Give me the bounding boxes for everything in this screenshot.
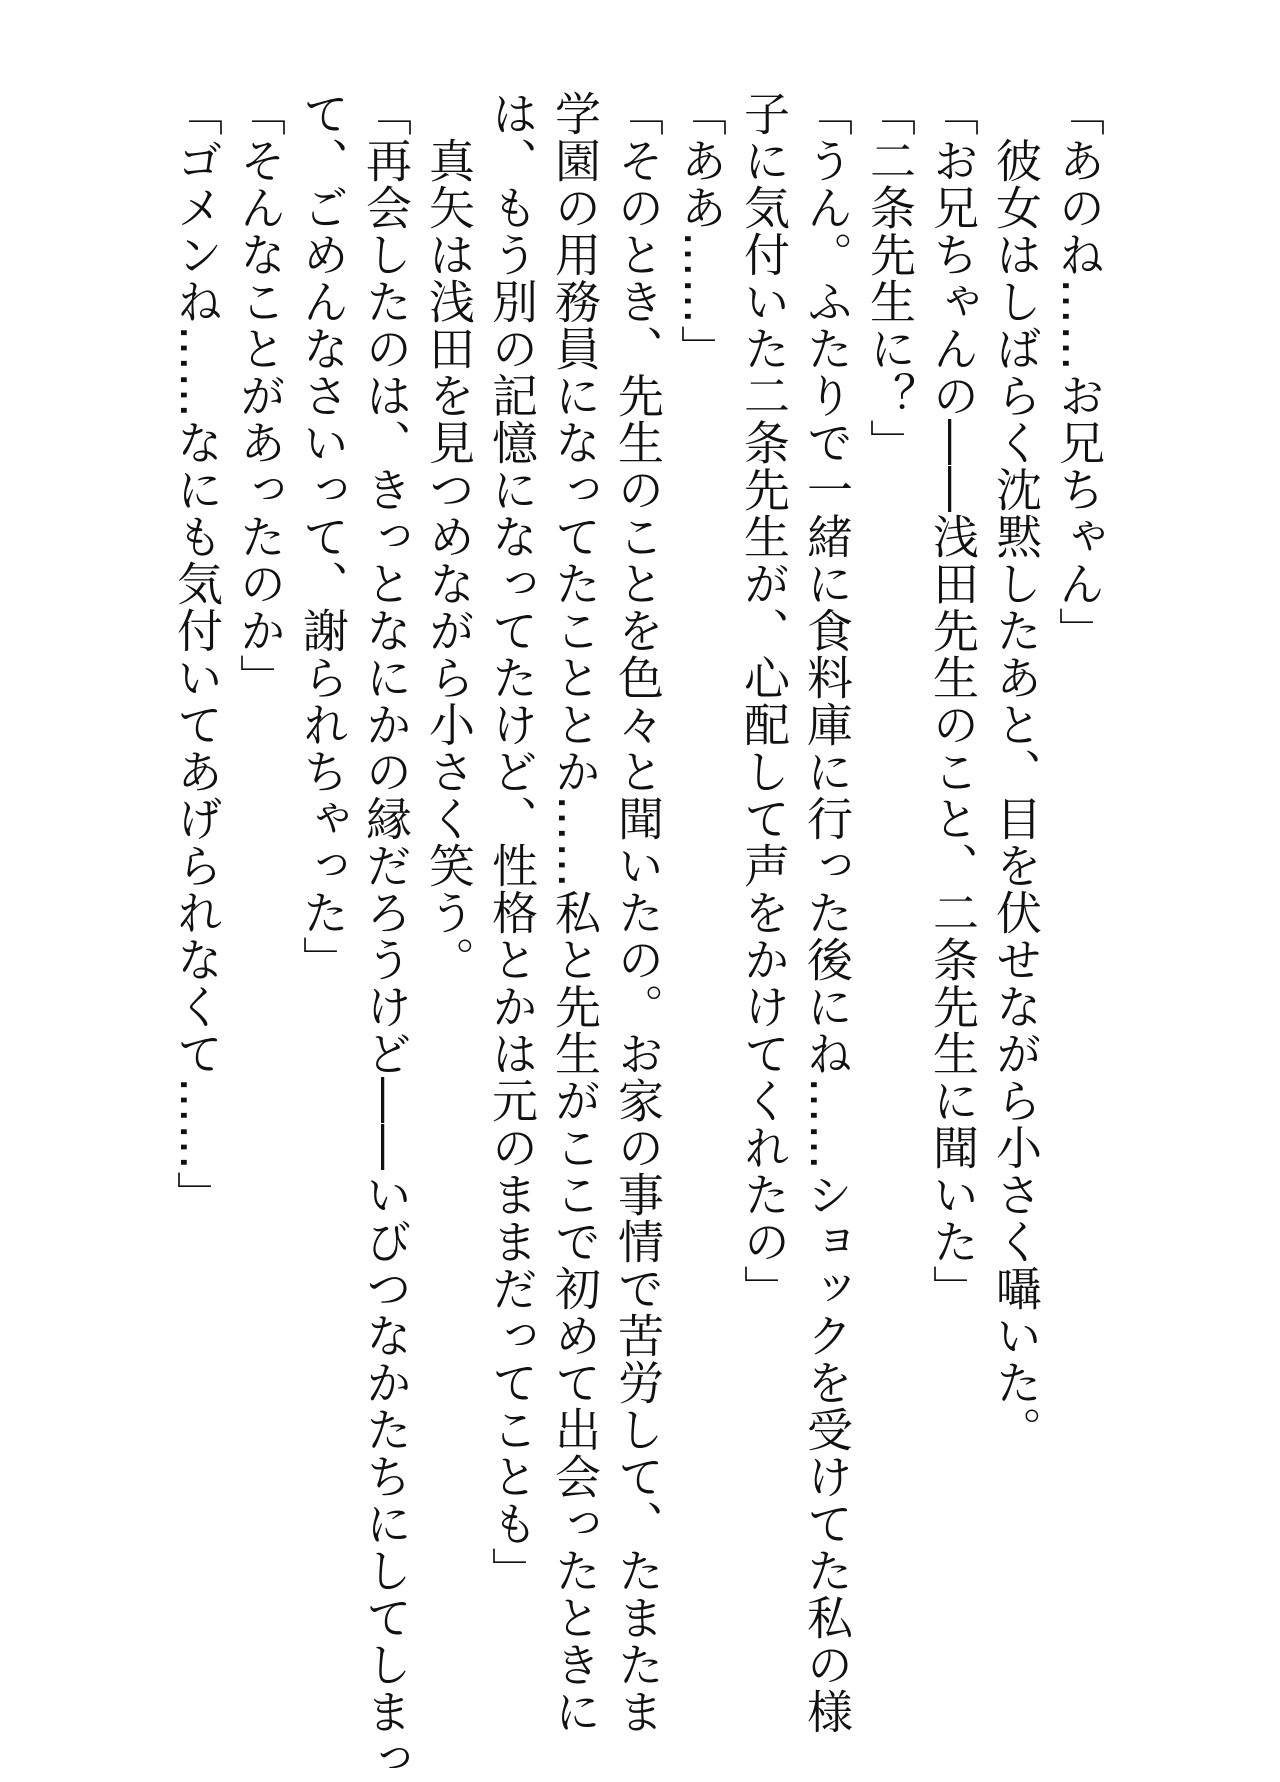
text-line: 「うん。ふたりで一緒に食料庫に行った後にね……ショックを受けてた私の様: [800, 90, 854, 1735]
text-line: 「そのとき、先生のことを色々と聞いたの。お家の事情で苦労して、たまたま: [611, 90, 665, 1735]
text-line: 彼女はしばらく沈黙したあと、目を伏せながら小さく囁いた。: [989, 90, 1043, 1453]
text-line: 「ゴメンね……なにも気付いてあげられなくて……」: [170, 90, 224, 1218]
text-line: 子に気付いた二条先生が、心配して声をかけてくれたの」: [737, 90, 791, 1312]
text-line: 真矢は浅田を見つめながら小さく笑う。: [422, 90, 476, 983]
text-line: 学園の用務員になってたこととか……私と先生がここで初めて出会ったときに: [548, 90, 602, 1735]
text-line: 「再会したのは、きっとなにかの縁だろうけど――いびつなかたちにしてしまっ: [359, 90, 413, 1782]
text-line: は、もう別の記憶になってたけど、性格とかは元のままだってことも」: [485, 90, 539, 1594]
text-line: 「そんなことがあったのか」: [233, 90, 287, 701]
text-line: 「あのね……お兄ちゃん」: [1052, 90, 1106, 654]
vertical-text-body: [165, 90, 1110, 1782]
text-line: 「ああ……」: [674, 90, 728, 372]
text-line: 「二条先生に？」: [863, 90, 917, 466]
text-line: 「お兄ちゃんの――浅田先生のこと、二条先生に聞いた」: [926, 90, 980, 1312]
text-line: て、ごめんなさいって、謝られちゃった」: [296, 90, 350, 983]
